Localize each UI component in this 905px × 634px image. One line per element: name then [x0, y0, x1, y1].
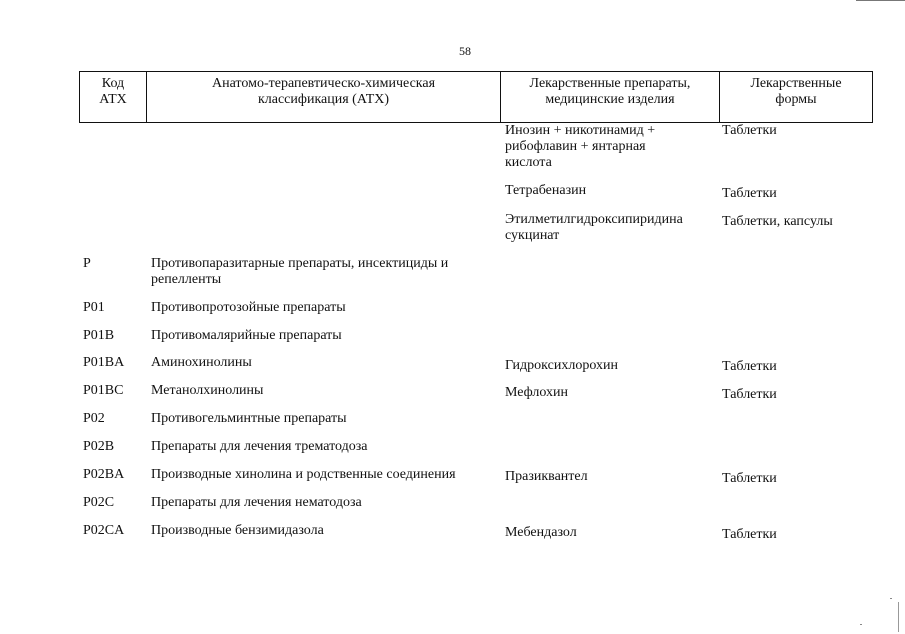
- row-code: P02B: [83, 439, 115, 454]
- page-number: 58: [459, 44, 471, 58]
- row-drug: Празиквантел: [505, 469, 588, 484]
- header-dosage-forms: Лекарственные формы: [719, 72, 872, 122]
- row-form: Таблетки: [722, 359, 777, 374]
- row-form: Таблетки: [722, 123, 777, 138]
- corner-rule: [856, 0, 905, 1]
- row-atc: Производные бензимидазола: [151, 523, 324, 538]
- row-form: Таблетки: [722, 471, 777, 486]
- row-code: P: [83, 256, 91, 271]
- row-form: Таблетки: [722, 186, 777, 201]
- header-medicines: Лекарственные препараты, медицинские изделия: [500, 72, 719, 122]
- row-drug: Гидроксихлорохин: [505, 358, 618, 373]
- row-code: P02C: [83, 495, 115, 510]
- row-form: Таблетки: [722, 527, 777, 542]
- row-drug: Тетрабеназин: [505, 183, 587, 198]
- row-atc: Противопаразитарные препараты, инсектициды и репелленты: [151, 256, 449, 287]
- row-drug: Мебендазол: [505, 525, 577, 540]
- row-drug: Инозин + никотинамид + рибофлавин + янтарная кислота: [505, 123, 656, 170]
- row-drug: Мефлохин: [505, 385, 568, 400]
- row-atc: Аминохинолины: [151, 355, 252, 370]
- row-code: P01B: [83, 328, 115, 343]
- header-code: Код АТХ: [99, 76, 127, 107]
- row-atc: Метанолхинолины: [151, 383, 264, 398]
- scan-speck: [860, 624, 862, 625]
- row-form: Таблетки: [722, 387, 777, 402]
- table-header: [79, 71, 873, 123]
- row-code: P01BA: [83, 355, 125, 370]
- row-code: P02CA: [83, 523, 125, 538]
- row-code: P02BA: [83, 467, 125, 482]
- row-atc: Производные хинолина и родственные соединения: [151, 467, 456, 482]
- row-atc: Противогельминтные препараты: [151, 411, 347, 426]
- row-code: P02: [83, 411, 105, 426]
- row-atc: Препараты для лечения нематодоза: [151, 495, 362, 510]
- header-atc-classification: Анатомо-терапевтическо-химическая классификация (АТХ): [146, 72, 500, 122]
- row-code: P01BC: [83, 383, 124, 398]
- scan-edge-mark: [898, 602, 899, 632]
- scan-speck: [890, 598, 892, 599]
- row-atc: Противопротозойные препараты: [151, 300, 346, 315]
- row-form: Таблетки, капсулы: [722, 214, 833, 229]
- row-atc: Препараты для лечения трематодоза: [151, 439, 368, 454]
- row-code: P01: [83, 300, 105, 315]
- row-atc: Противомалярийные препараты: [151, 328, 342, 343]
- row-drug: Этилметилгидроксипиридина сукцинат: [505, 212, 683, 243]
